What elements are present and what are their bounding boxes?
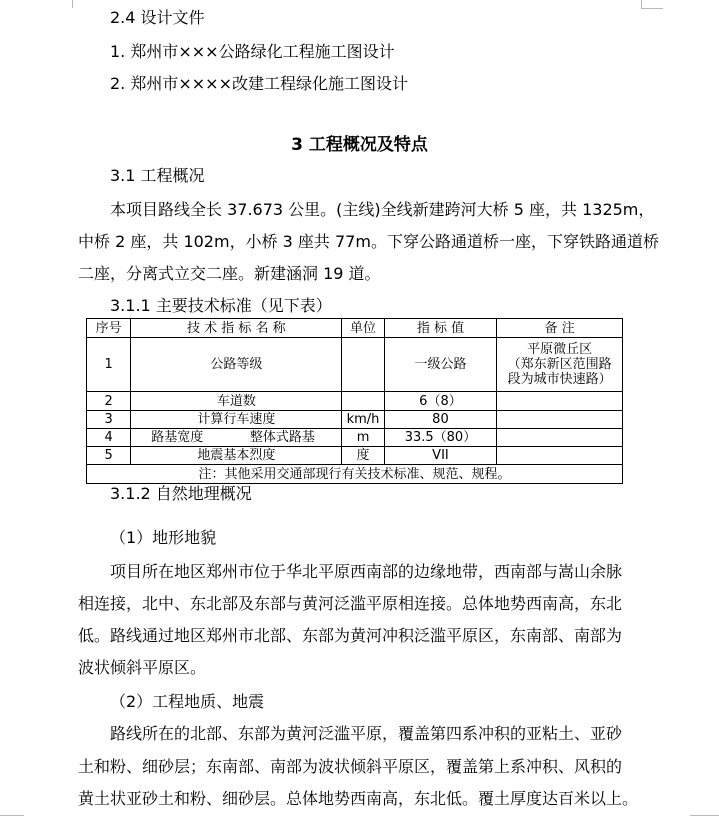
terrain-line-4: 波状倾斜平原区。 bbox=[78, 658, 207, 677]
section-3-1-2-heading: 3.1.2 自然地理概况 bbox=[110, 484, 252, 503]
chapter-3-title: 3 工程概况及特点 bbox=[291, 135, 428, 155]
section-3-1-1-heading: 3.1.1 主要技术标准（见下表） bbox=[110, 296, 332, 315]
row-unit bbox=[342, 338, 384, 392]
row-name: 计算行车速度 bbox=[131, 411, 342, 429]
row-value: 一级公路 bbox=[384, 338, 497, 392]
overview-line-3: 二座，分离式立交二座。新建涵洞 19 道。 bbox=[78, 264, 381, 283]
crop-mark-bottom-left bbox=[0, 815, 24, 816]
remark-line: （郑东新区范围路 bbox=[507, 357, 612, 372]
table-row bbox=[87, 392, 623, 411]
row-no: 4 bbox=[87, 429, 131, 447]
row-remark bbox=[497, 338, 623, 392]
terrain-line-2: 相连接，北中、东北部及东部与黄河泛滥平原相连接。总体地势西南高，东北 bbox=[78, 594, 623, 613]
section-2-4-heading: 2.4 设计文件 bbox=[110, 8, 205, 27]
row-unit: km/h bbox=[342, 411, 384, 429]
design-file-item-1: 1. 郑州市×××公路绿化工程施工图设计 bbox=[110, 42, 395, 61]
row-name-b: 整体式路基 bbox=[223, 429, 342, 447]
table-row bbox=[87, 447, 623, 465]
header-indicator-name: 技 术 指 标 名 称 bbox=[131, 319, 342, 338]
table-note: 注：其他采用交通部现行有关技术标准、规范、规程。 bbox=[87, 465, 623, 484]
header-unit: 单位 bbox=[342, 319, 384, 338]
crop-mark-bottom-right bbox=[690, 815, 719, 816]
design-file-item-2: 2. 郑州市××××改建工程绿化施工图设计 bbox=[110, 74, 408, 93]
terrain-line-3: 低。路线通过地区郑州市北部、东部为黄河冲积泛滥平原区，东南部、南部为 bbox=[78, 626, 623, 645]
table-row bbox=[87, 411, 623, 429]
terrain-line-1: 项目所在地区郑州市位于华北平原西南部的边缘地带，西南部与嵩山余脉 bbox=[110, 562, 623, 581]
row-name: 公路等级 bbox=[131, 338, 342, 392]
header-remark: 备 注 bbox=[497, 319, 623, 338]
row-remark bbox=[497, 392, 623, 411]
row-remark bbox=[497, 447, 623, 465]
section-3-1-heading: 3.1 工程概况 bbox=[110, 166, 205, 185]
row-no: 1 bbox=[87, 338, 131, 392]
row-name-a: 路基宽度 bbox=[131, 429, 224, 447]
remark-line: 段为城市快速路） bbox=[507, 372, 612, 387]
header-value: 指 标 值 bbox=[384, 319, 497, 338]
terrain-heading: （1）地形地貌 bbox=[110, 528, 217, 547]
row-unit: m bbox=[342, 429, 384, 447]
row-no: 3 bbox=[87, 411, 131, 429]
row-name: 车道数 bbox=[131, 392, 342, 411]
row-value: 6（8） bbox=[384, 392, 497, 411]
row-no: 2 bbox=[87, 392, 131, 411]
row-value: 33.5（80） bbox=[384, 429, 497, 447]
header-no: 序号 bbox=[87, 319, 131, 338]
table-note-row bbox=[87, 465, 623, 484]
geology-line-3: 黄土状亚砂土和粉、细砂层。总体地势西南高，东北低。覆土厚度达百米以上。 bbox=[78, 789, 639, 808]
row-value: VII bbox=[384, 447, 497, 465]
row-remark bbox=[497, 429, 623, 447]
row-value: 80 bbox=[384, 411, 497, 429]
table-row bbox=[87, 429, 623, 447]
remark-line: 平原微丘区 bbox=[527, 342, 593, 357]
overview-line-1: 本项目路线全长 37.673 公里。(主线)全线新建跨河大桥 5 座，共 1325m， bbox=[110, 200, 655, 219]
row-remark bbox=[497, 411, 623, 429]
table-header-row bbox=[87, 319, 623, 338]
geology-line-1: 路线所在的北部、东部为黄河泛滥平原，覆盖第四系冲积的亚粘土、亚砂 bbox=[110, 724, 623, 743]
geology-line-2: 土和粉、细砂层；东南部、南部为波状倾斜平原区，覆盖第上系冲积、风积的 bbox=[78, 757, 623, 776]
crop-mark-top-right-v bbox=[641, 0, 642, 8]
tech-standard-table bbox=[86, 318, 623, 484]
overview-line-2: 中桥 2 座，共 102m，小桥 3 座共 77m。下穿公路通道桥一座，下穿铁路通道桥 bbox=[78, 232, 659, 251]
geology-heading: （2）工程地质、地震 bbox=[110, 692, 265, 711]
table-row bbox=[87, 338, 623, 392]
row-name: 地震基本烈度 bbox=[131, 447, 342, 465]
row-unit bbox=[342, 392, 384, 411]
row-unit: 度 bbox=[342, 447, 384, 465]
row-no: 5 bbox=[87, 447, 131, 465]
crop-mark-top-left bbox=[72, 0, 73, 8]
